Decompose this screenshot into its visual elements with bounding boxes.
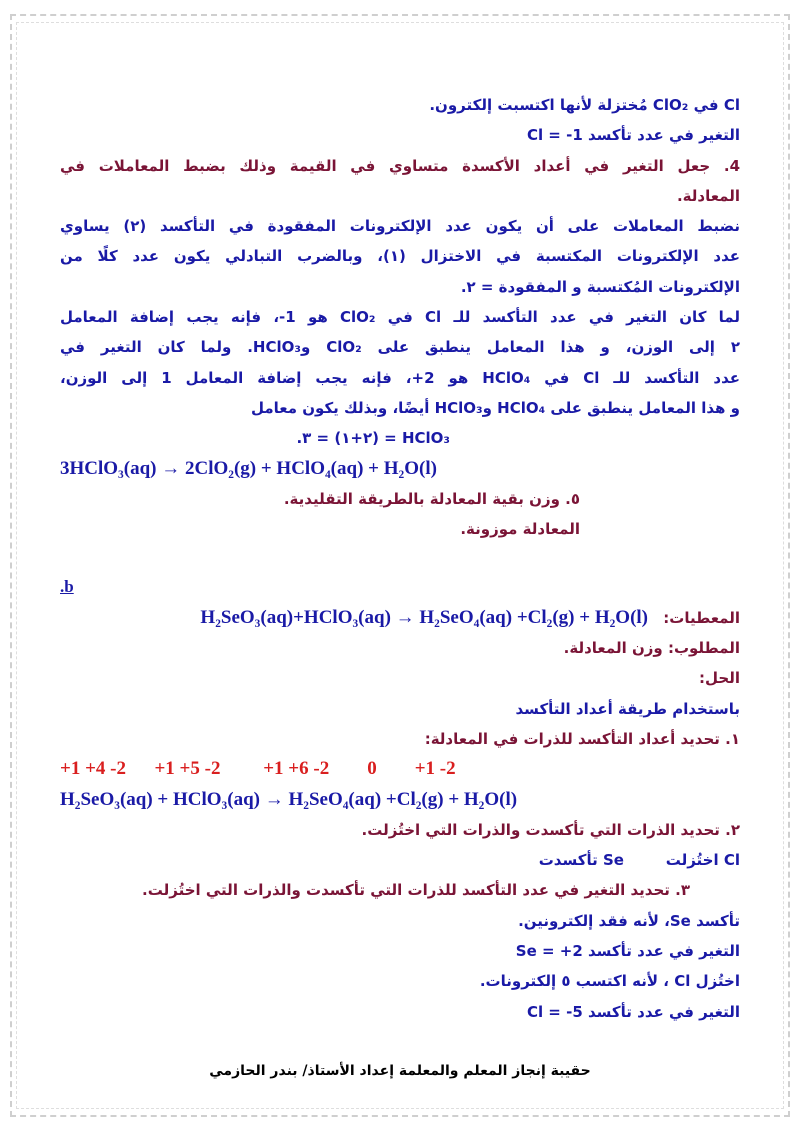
text-line: و هذا المعامل ينطبق على HClO₄ وHClO₃ أيضًا، وبذلك يكون معامل [250, 398, 740, 417]
step-heading: ٣. تحديد التغير في عدد التأكسد للذرات التي تأكسدت والذرات التي اختُزلت. [142, 881, 690, 900]
page-footer: حقيبة إنجاز المعلم والمعلمة إعداد الأستاذ/ بندر الحازمي [209, 1063, 591, 1079]
given-label: المعطيات: [663, 608, 740, 627]
conclusion-line: المعادلة موزونة. [460, 520, 580, 539]
text-line: اختُزل Cl ، لأنه اكتسب ٥ إلكترونات. [479, 972, 740, 991]
text-line: Cl اختُزلت Se تأكسدت [538, 851, 740, 870]
document-body [60, 90, 740, 1027]
spacer [60, 544, 740, 572]
text-line: التغير في عدد تأكسد Cl = -5 [526, 1002, 740, 1021]
step-heading: ٥. وزن بقية المعادلة بالطريقة التقليدية. [283, 489, 580, 508]
required-line [60, 633, 740, 663]
given-equation: H₂SeO₃(aq)+HClO₃(aq) → H₂SeO₄(aq) +Cl₂(g) + H₂O(l) [200, 606, 649, 628]
step-heading: ١. تحديد أعداد التأكسد للذرات في المعادلة: [424, 729, 740, 748]
text-line: عدد التأكسد للـ Cl في HClO₄ هو 2+، فإنه يجب إضافة المعامل 1 إلى الوزن، [60, 368, 740, 387]
solution-label: الحل: [699, 669, 740, 688]
text-line: نضبط المعاملات على أن يكون عدد الإلكترونات المفقودة في التأكسد (٢) يساوي [60, 217, 740, 236]
text-line: تأكسد Se، لأنه فقد إلكترونين. [518, 911, 740, 930]
step-heading-cont: المعادلة. [676, 186, 740, 205]
text-line: Cl في ClO₂ مُختزلة لأنها اكتسبت إلكترون. [429, 96, 740, 114]
required-text: وزن المعادلة. [563, 639, 663, 658]
step-heading: ٢. تحديد الذرات التي تأكسدت والذرات التي اختُزلت. [361, 820, 740, 839]
text-line: الإلكترونات المُكتسبة و المفقودة = ٢. [460, 277, 740, 296]
text-line: HClO₃ = (٢+١) = ٣. [296, 429, 450, 448]
given-line [60, 603, 740, 633]
text-line: التغير في عدد تأكسد Cl = -1 [526, 126, 740, 145]
text-line: باستخدام طريقة أعداد التأكسد [515, 699, 740, 718]
balanced-equation: 3HClO₃(aq) → 2ClO₂(g) + HClO₄(aq) + H₂O(l) [60, 457, 437, 479]
oxidation-numbers: +1 +4 -2 +1 +5 -2 +1 +6 -2 0 +1 -2 [60, 758, 456, 780]
step-heading: 4. جعل التغير في أعداد الأكسدة متساوي في القيمة وذلك بضبط المعاملات في [60, 156, 740, 175]
text-line: لما كان التغير في عدد التأكسد للـ Cl في ClO₂ هو 1-، فإنه يجب إضافة المعامل [60, 308, 740, 327]
required-label: المطلوب: [667, 639, 740, 658]
text-line: عدد الإلكترونات المكتسبة في الاختزال (١)، وبالضرب التبادلي يكون عدد كلًا من [60, 247, 740, 266]
text-line: ٢ إلى الوزن، و هذا المعامل ينطبق على ClO₂ وHClO₃. ولما كان التغير في [60, 338, 740, 357]
equation: H₂SeO₃(aq) + HClO₃(aq) → H₂SeO₄(aq) +Cl₂(g) + H₂O(l) [60, 788, 518, 810]
part-label: .b [60, 577, 74, 597]
text-line: التغير في عدد تأكسد Se = +2 [515, 942, 740, 961]
